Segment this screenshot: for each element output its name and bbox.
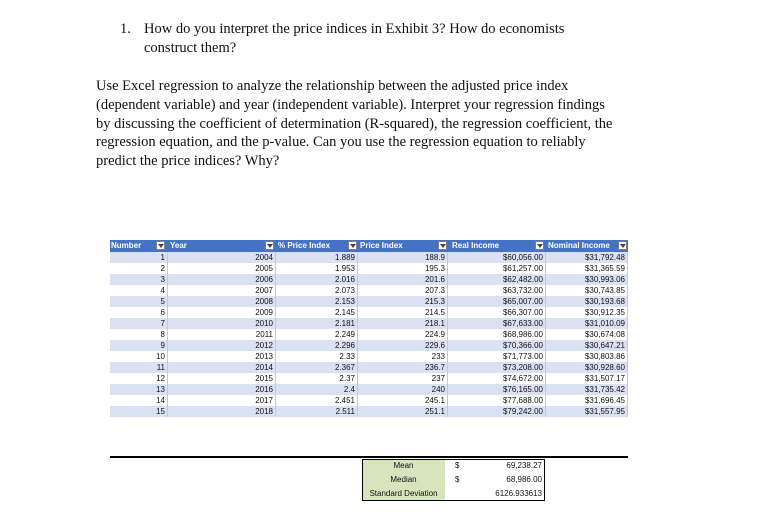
filter-dropdown-icon[interactable] <box>348 241 357 250</box>
cell-price-index[interactable]: 195.3 <box>358 263 448 274</box>
instructions-line: (dependent variable) and year (independent variable). Interpret your regression findings <box>96 96 605 113</box>
table-row <box>110 384 628 395</box>
filter-dropdown-icon[interactable] <box>438 241 447 250</box>
filter-dropdown-icon[interactable] <box>618 241 627 250</box>
cell-real-income[interactable]: $67,633.00 <box>448 318 546 329</box>
header-number[interactable]: Number <box>111 241 142 250</box>
cell-nominal-income[interactable]: $31,735.42 <box>546 384 628 395</box>
cell-nominal-income[interactable]: $31,365.59 <box>546 263 628 274</box>
cell-real-income[interactable]: $63,732.00 <box>448 285 546 296</box>
cell-year[interactable]: 2011 <box>168 329 276 340</box>
table-row <box>110 340 628 351</box>
cell-number[interactable]: 2 <box>110 263 168 274</box>
cell-number[interactable]: 12 <box>110 373 168 384</box>
cell-number[interactable]: 6 <box>110 307 168 318</box>
instructions-line: regression equation, and the p-value. Can you use the regression equation to reliably <box>96 134 586 151</box>
cell-number[interactable]: 1 <box>110 252 168 263</box>
table-row <box>110 285 628 296</box>
cell-nominal-income[interactable]: $30,928.60 <box>546 362 628 373</box>
table-row <box>110 329 628 340</box>
cell-nominal-income[interactable]: $31,557.95 <box>546 406 628 417</box>
cell-number[interactable]: 4 <box>110 285 168 296</box>
instructions-line: Use Excel regression to analyze the relationship between the adjusted price index <box>96 78 569 94</box>
cell-percent-price-index[interactable]: 2.296 <box>276 340 358 351</box>
cell-real-income[interactable]: $65,007.00 <box>448 296 546 307</box>
cell-number[interactable]: 9 <box>110 340 168 351</box>
cell-price-index[interactable]: 215.3 <box>358 296 448 307</box>
cell-nominal-income[interactable]: $30,647.21 <box>546 340 628 351</box>
cell-number[interactable]: 5 <box>110 296 168 307</box>
cell-price-index[interactable]: 188.9 <box>358 252 448 263</box>
cell-price-index[interactable]: 214.5 <box>358 307 448 318</box>
cell-nominal-income[interactable]: $30,993.06 <box>546 274 628 285</box>
table-bottom-border <box>110 456 628 458</box>
table-row <box>110 296 628 307</box>
header-price-index[interactable]: Price Index <box>360 241 403 250</box>
cell-real-income[interactable]: $60,056.00 <box>448 252 546 263</box>
cell-real-income[interactable]: $61,257.00 <box>448 263 546 274</box>
cell-year[interactable]: 2005 <box>168 263 276 274</box>
cell-nominal-income[interactable]: $30,743.85 <box>546 285 628 296</box>
instructions-paragraph <box>96 77 696 171</box>
cell-year[interactable]: 2017 <box>168 395 276 406</box>
table-row <box>110 252 628 263</box>
cell-price-index[interactable]: 218.1 <box>358 318 448 329</box>
std-dev-label[interactable]: Standard Deviation <box>362 487 445 501</box>
cell-percent-price-index[interactable]: 2.073 <box>276 285 358 296</box>
instructions-line: predict the price indices? Why? <box>96 153 280 170</box>
cell-real-income[interactable]: $71,773.00 <box>448 351 546 362</box>
mean-currency: $ <box>455 461 460 470</box>
cell-percent-price-index[interactable]: 2.145 <box>276 307 358 318</box>
cell-number[interactable]: 8 <box>110 329 168 340</box>
cell-number[interactable]: 11 <box>110 362 168 373</box>
cell-year[interactable]: 2012 <box>168 340 276 351</box>
table-row <box>110 274 628 285</box>
median-label[interactable]: Median <box>362 473 445 487</box>
cell-year[interactable]: 2013 <box>168 351 276 362</box>
cell-real-income[interactable]: $79,242.00 <box>448 406 546 417</box>
cell-price-index[interactable]: 245.1 <box>358 395 448 406</box>
median-currency: $ <box>455 475 460 484</box>
table-row <box>110 362 628 373</box>
cell-real-income[interactable]: $76,165.00 <box>448 384 546 395</box>
cell-real-income[interactable]: $70,366.00 <box>448 340 546 351</box>
filter-dropdown-icon[interactable] <box>265 241 274 250</box>
table-row <box>110 307 628 318</box>
cell-real-income[interactable]: $62,482.00 <box>448 274 546 285</box>
question-line-2: construct them? <box>144 40 237 56</box>
cell-nominal-income[interactable]: $30,912.35 <box>546 307 628 318</box>
cell-year[interactable]: 2004 <box>168 252 276 263</box>
cell-number[interactable]: 15 <box>110 406 168 417</box>
cell-year[interactable]: 2018 <box>168 406 276 417</box>
cell-year[interactable]: 2009 <box>168 307 276 318</box>
cell-nominal-income[interactable]: $31,010.09 <box>546 318 628 329</box>
cell-price-index[interactable]: 233 <box>358 351 448 362</box>
cell-price-index[interactable]: 240 <box>358 384 448 395</box>
cell-nominal-income[interactable]: $31,792.48 <box>546 252 628 263</box>
instructions-line: by discussing the coefficient of determination (R-squared), the regression coefficient, the <box>96 115 613 132</box>
cell-year[interactable]: 2016 <box>168 384 276 395</box>
cell-year[interactable]: 2006 <box>168 274 276 285</box>
cell-year[interactable]: 2008 <box>168 296 276 307</box>
cell-number[interactable]: 13 <box>110 384 168 395</box>
cell-nominal-income[interactable]: $30,674.08 <box>546 329 628 340</box>
cell-number[interactable]: 3 <box>110 274 168 285</box>
header-real-income[interactable]: Real Income <box>452 241 500 250</box>
cell-percent-price-index[interactable]: 2.451 <box>276 395 358 406</box>
cell-number[interactable]: 10 <box>110 351 168 362</box>
table-row <box>110 263 628 274</box>
cell-percent-price-index[interactable]: 2.367 <box>276 362 358 373</box>
mean-label[interactable]: Mean <box>362 459 445 473</box>
table-row <box>110 318 628 329</box>
cell-percent-price-index[interactable]: 1.889 <box>276 252 358 263</box>
cell-percent-price-index[interactable]: 2.511 <box>276 406 358 417</box>
cell-percent-price-index[interactable]: 2.33 <box>276 351 358 362</box>
cell-year[interactable]: 2015 <box>168 373 276 384</box>
filter-dropdown-icon[interactable] <box>156 241 165 250</box>
cell-percent-price-index[interactable]: 2.4 <box>276 384 358 395</box>
cell-real-income[interactable]: $77,688.00 <box>448 395 546 406</box>
cell-real-income[interactable]: $74,672.00 <box>448 373 546 384</box>
cell-year[interactable]: 2010 <box>168 318 276 329</box>
std-dev-currency <box>445 487 487 501</box>
cell-price-index[interactable]: 251.1 <box>358 406 448 417</box>
cell-nominal-income[interactable]: $30,193.68 <box>546 296 628 307</box>
median-value[interactable]: 68,986.00 <box>506 475 542 484</box>
cell-price-index[interactable]: 201.6 <box>358 274 448 285</box>
cell-real-income[interactable]: $66,307.00 <box>448 307 546 318</box>
header-percent-price-index[interactable]: % Price Index <box>278 241 331 250</box>
header-nominal-income[interactable]: Nominal Income <box>548 241 610 250</box>
std-dev-value[interactable]: 6126.933613 <box>495 489 542 498</box>
cell-percent-price-index[interactable]: 2.016 <box>276 274 358 285</box>
question-number: 1. <box>120 21 131 37</box>
cell-percent-price-index[interactable]: 2.153 <box>276 296 358 307</box>
cell-price-index[interactable]: 224.9 <box>358 329 448 340</box>
question-line-1: How do you interpret the price indices in Exhibit 3? How do economists <box>144 21 565 37</box>
filter-dropdown-icon[interactable] <box>535 241 544 250</box>
cell-real-income[interactable]: $73,208.00 <box>448 362 546 373</box>
header-year[interactable]: Year <box>170 241 187 250</box>
cell-price-index[interactable]: 237 <box>358 373 448 384</box>
cell-percent-price-index[interactable]: 2.37 <box>276 373 358 384</box>
cell-percent-price-index[interactable]: 1.953 <box>276 263 358 274</box>
question-1 <box>120 20 564 58</box>
cell-price-index[interactable]: 207.3 <box>358 285 448 296</box>
cell-number[interactable]: 14 <box>110 395 168 406</box>
cell-nominal-income[interactable]: $30,803.86 <box>546 351 628 362</box>
cell-price-index[interactable]: 229.6 <box>358 340 448 351</box>
cell-percent-price-index[interactable]: 2.181 <box>276 318 358 329</box>
cell-real-income[interactable]: $68,986.00 <box>448 329 546 340</box>
cell-percent-price-index[interactable]: 2.249 <box>276 329 358 340</box>
cell-year[interactable]: 2014 <box>168 362 276 373</box>
table-row <box>110 406 628 417</box>
mean-value[interactable]: 69,238.27 <box>506 461 542 470</box>
cell-number[interactable]: 7 <box>110 318 168 329</box>
table-row <box>110 351 628 362</box>
cell-nominal-income[interactable]: $31,507.17 <box>546 373 628 384</box>
cell-year[interactable]: 2007 <box>168 285 276 296</box>
table-row <box>110 373 628 384</box>
cell-price-index[interactable]: 236.7 <box>358 362 448 373</box>
table-row <box>110 395 628 406</box>
table-header <box>110 240 628 252</box>
cell-nominal-income[interactable]: $31,696.45 <box>546 395 628 406</box>
